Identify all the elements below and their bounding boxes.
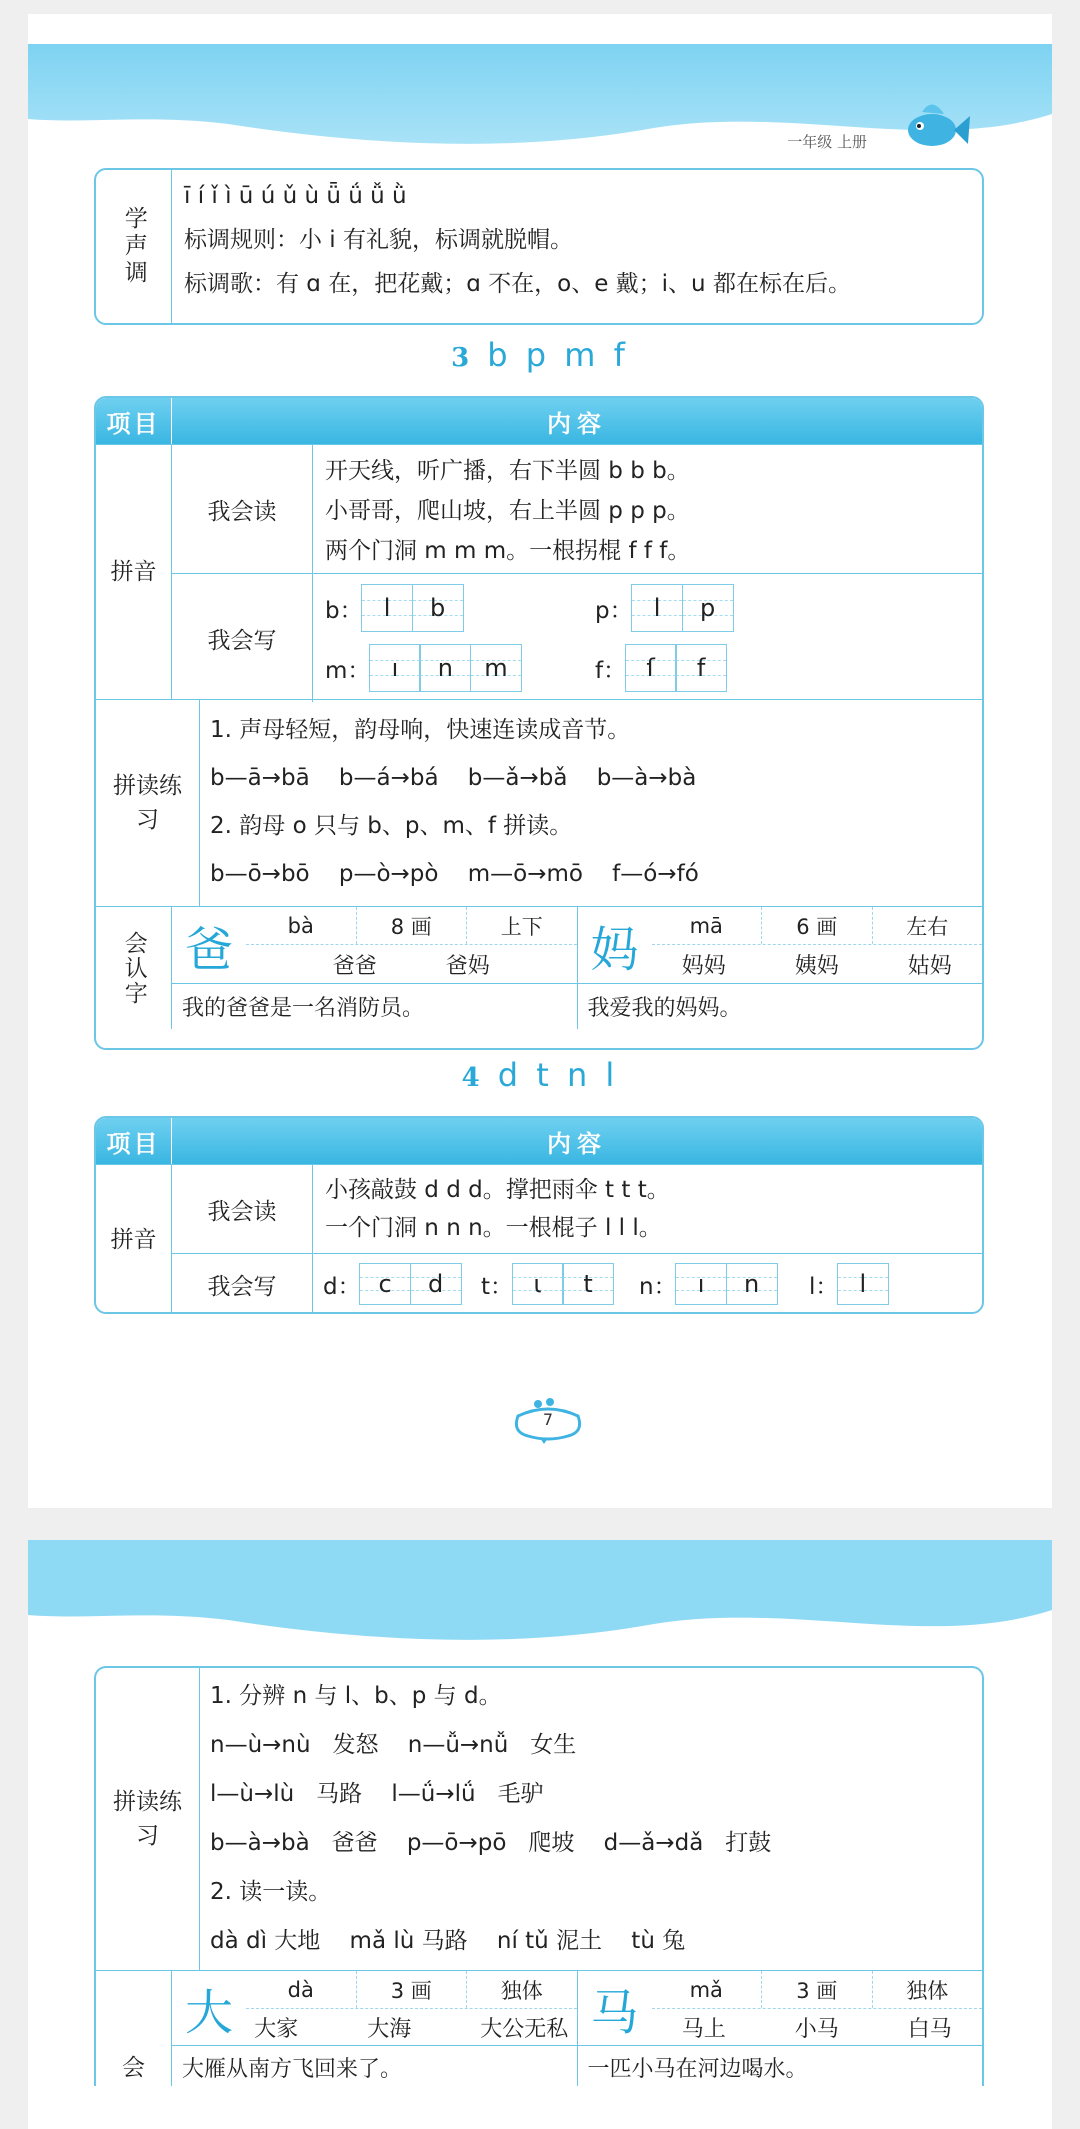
lesson4-title xyxy=(28,1056,1052,1094)
char-pinyin: dà xyxy=(287,1977,314,2002)
page-number-badge xyxy=(508,1394,588,1444)
practice-line: 2. 韵母 o 只与 b、p、m、f 拼读。 xyxy=(210,813,573,839)
big-char: 马 xyxy=(590,1984,639,2041)
read-line: 小哥哥，爬山坡，右上半圆 p p p。 xyxy=(325,498,690,524)
read-line: 开天线，听广播，右下半圆 b b b。 xyxy=(325,458,690,484)
char-strokes: 8 画 xyxy=(356,907,467,944)
lesson3-table xyxy=(94,396,984,1050)
char-words: 妈妈 姨妈 姑妈 xyxy=(681,953,952,979)
practice-line: b—ō→bō p—ò→pò m—ō→mō f—ó→fó xyxy=(210,861,699,887)
writing-cell: b xyxy=(412,584,464,632)
table-header xyxy=(96,1118,982,1164)
writing-cell: l xyxy=(837,1263,889,1305)
writing-cell: ſ xyxy=(625,644,677,692)
char-words: 爸爸 爸妈 xyxy=(332,953,490,979)
big-char: 爸 xyxy=(184,921,233,978)
writing-cell: l xyxy=(361,584,413,632)
practice-line: b—ā→bā b—á→bá b—ǎ→bǎ b—à→bà xyxy=(210,765,697,791)
tone-box xyxy=(94,168,984,325)
big-char: 大 xyxy=(184,1984,233,2041)
chars-label: 会 xyxy=(96,1971,172,2086)
page-1 xyxy=(28,14,1052,1508)
lesson4-letters: d t n l xyxy=(497,1056,619,1094)
lesson4-number: 4 xyxy=(461,1063,484,1093)
header-item: 项目 xyxy=(96,1118,172,1164)
writing-cell: ı xyxy=(369,644,421,692)
page-2 xyxy=(28,1540,1052,2129)
read-label: 我会读 xyxy=(172,445,313,573)
pinyin-label: 拼音 xyxy=(96,1165,172,1314)
header-content: 内容 xyxy=(547,1129,607,1158)
char-words: 马上 小马 白马 xyxy=(681,2016,952,2042)
writing-cell: ι xyxy=(512,1263,564,1305)
practice-line: dà dì 大地 mǎ lù 马路 ní tǔ 泥土 tù 兔 xyxy=(210,1928,686,1954)
writing-cell: m xyxy=(470,644,522,692)
practice-line: 2. 读一读。 xyxy=(210,1879,332,1905)
write-item xyxy=(639,1263,809,1305)
write-item xyxy=(325,644,595,692)
read-label: 我会读 xyxy=(172,1165,313,1253)
tone-rule: 标调规则：小 i 有礼貌，标调就脱帽。 xyxy=(184,227,574,253)
practice-line: b—à→bà 爸爸 p—ō→pō 爬坡 d—ǎ→dǎ 打鼓 xyxy=(210,1830,772,1856)
char-structure: 上下 xyxy=(466,907,577,944)
practice-label: 拼读练习 xyxy=(96,700,200,906)
pinyin-label: 拼音 xyxy=(96,445,172,699)
write-letter: l： xyxy=(809,1273,839,1300)
write-label: 我会写 xyxy=(172,574,313,702)
practice-line: 1. 分辨 n 与 l、b、p 与 d。 xyxy=(210,1683,502,1709)
page2-table xyxy=(94,1666,984,2086)
lesson3-letters: b p m f xyxy=(487,336,629,374)
char-structure: 独体 xyxy=(466,1971,577,2008)
char-strokes: 3 画 xyxy=(761,1971,872,2008)
writing-cell: d xyxy=(410,1263,462,1305)
write-letter: p： xyxy=(595,597,633,624)
char-pinyin: mā xyxy=(689,913,723,938)
write-letter: n： xyxy=(639,1273,677,1300)
practice-line: n—ù→nù 发怒 n—ǚ→nǚ 女生 xyxy=(210,1732,577,1758)
char-strokes: 3 画 xyxy=(356,1971,467,2008)
read-line: 一个门洞 n n n。一根棍子 l l l。 xyxy=(325,1215,662,1241)
read-line: 小孩敲鼓 d d d。撑把雨伞 t t t。 xyxy=(325,1177,670,1203)
write-letter: b： xyxy=(325,597,363,624)
write-label: 我会写 xyxy=(172,1254,313,1314)
write-letter: f： xyxy=(595,657,627,684)
writing-cell: l xyxy=(631,584,683,632)
writing-cell: t xyxy=(562,1263,614,1305)
write-item xyxy=(325,584,595,632)
header-item: 项目 xyxy=(96,398,172,444)
table-header xyxy=(96,398,982,444)
tone-song: 标调歌：有 ɑ 在，把花戴；ɑ 不在，o、e 戴；i、u 都在标在后。 xyxy=(184,271,851,297)
char-sentence: 我爱我的妈妈。 xyxy=(587,995,742,1021)
read-line: 两个门洞 m m m。一根拐棍 f f f。 xyxy=(325,538,691,564)
write-item xyxy=(595,584,734,632)
fish-icon xyxy=(892,92,972,162)
tone-line: ī í ǐ ì ū ú ǔ ù ǖ ǘ ǚ ǜ xyxy=(184,183,407,209)
practice-label: 拼读练习 xyxy=(96,1668,200,1970)
char-strokes: 6 画 xyxy=(761,907,872,944)
write-letter: d： xyxy=(323,1273,361,1300)
page-number: 7 xyxy=(542,1410,554,1429)
char-card xyxy=(577,1971,983,2086)
char-sentence: 我的爸爸是一名消防员。 xyxy=(182,995,425,1021)
char-card xyxy=(577,907,983,1029)
char-card xyxy=(172,1971,577,2086)
writing-cell: n xyxy=(419,644,471,692)
write-item xyxy=(595,644,727,692)
write-item xyxy=(809,1263,889,1305)
lesson3-number: 3 xyxy=(451,343,474,373)
chars-label: 会认字 xyxy=(96,907,172,1029)
char-structure: 独体 xyxy=(872,1971,983,2008)
tone-label: 学声调 xyxy=(96,170,172,323)
char-sentence: 一匹小马在河边喝水。 xyxy=(587,2057,808,2083)
writing-cell: c xyxy=(359,1263,411,1305)
practice-line: l—ù→lù 马路 l—ǘ→lǘ 毛驴 xyxy=(210,1781,544,1807)
char-pinyin: bà xyxy=(287,913,314,938)
write-letter: m： xyxy=(325,657,371,684)
wave-banner xyxy=(28,1540,1052,1660)
writing-cell: n xyxy=(726,1263,778,1305)
big-char: 妈 xyxy=(590,921,639,978)
grade-label: 一年级 上册 xyxy=(787,133,867,151)
char-structure: 左右 xyxy=(872,907,983,944)
writing-cell: ı xyxy=(675,1263,727,1305)
lesson4-table xyxy=(94,1116,984,1314)
write-letter: t： xyxy=(481,1273,514,1300)
write-item xyxy=(481,1263,639,1305)
char-sentence: 大雁从南方飞回来了。 xyxy=(182,2057,403,2083)
char-pinyin: mǎ xyxy=(689,1977,723,2002)
practice-line: 1. 声母轻短，韵母响，快速连读成音节。 xyxy=(210,717,631,743)
write-item xyxy=(323,1263,481,1305)
char-card xyxy=(172,907,577,1029)
writing-cell: f xyxy=(675,644,727,692)
header-content: 内容 xyxy=(547,409,607,438)
writing-cell: p xyxy=(682,584,734,632)
char-words: 大家 大海 大公无私 xyxy=(254,2016,569,2042)
lesson3-title xyxy=(28,336,1052,374)
